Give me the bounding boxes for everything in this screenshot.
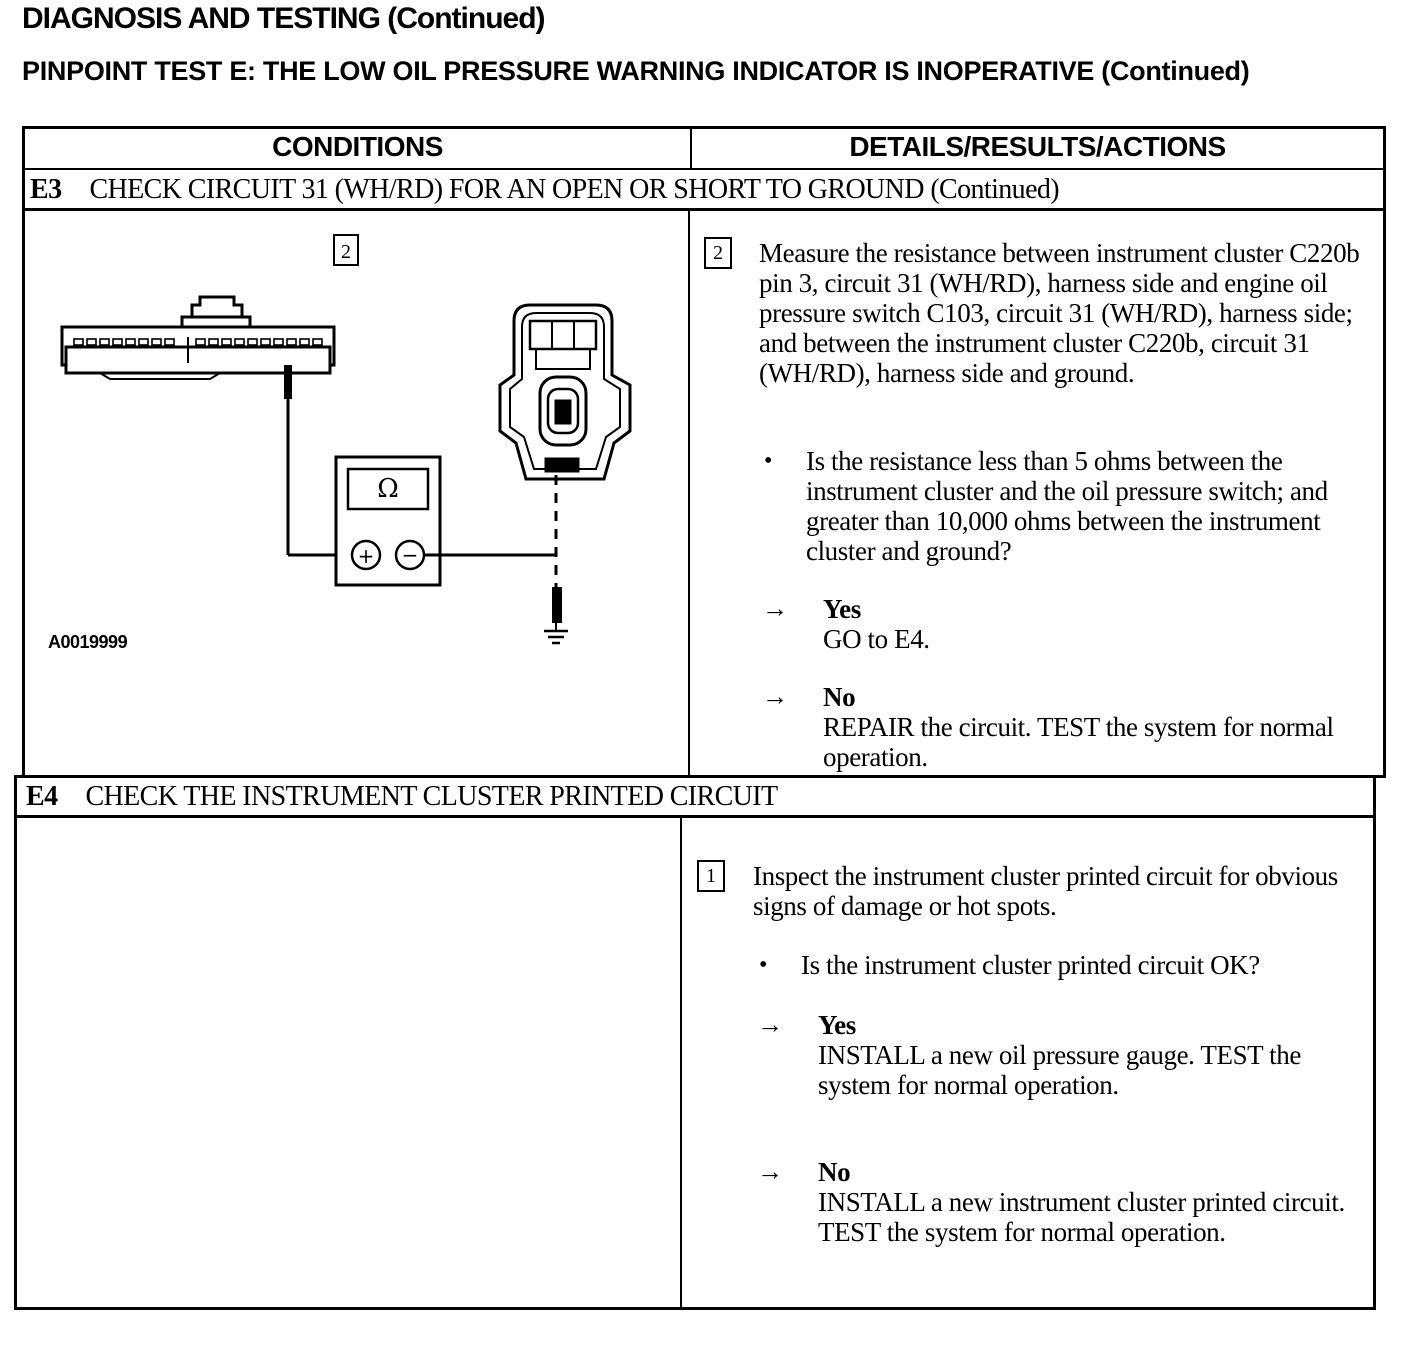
step-e4-header <box>26 781 778 813</box>
e4-no-label: No <box>818 1157 851 1187</box>
e3-yes-arrow: → <box>762 594 788 623</box>
e4-no-result <box>818 1157 1358 1247</box>
ground-symbol <box>544 587 568 643</box>
substep-e3-number: 2 <box>704 237 732 269</box>
instrument-cluster-connector <box>62 297 334 379</box>
e4-bullet: • <box>759 952 768 978</box>
ohmmeter <box>336 457 440 585</box>
e4-question: Is the instrument cluster printed circuit OK? <box>801 950 1260 980</box>
column-header-details: DETAILS/RESULTS/ACTIONS <box>849 131 1226 162</box>
ohm-symbol: Ω <box>377 474 399 504</box>
e3-no-result <box>823 682 1343 772</box>
figure-callout-number: 2 <box>341 241 351 263</box>
e3-no-action: REPAIR the circuit. TEST the system for normal operation. <box>823 712 1334 772</box>
e3-question: Is the resistance less than 5 ohms between the instrument cluster and the oil pressure switch; and greater than 10,000 ohms between the instrument cluster and ground? <box>806 446 1328 566</box>
step-e3-header <box>30 174 1059 206</box>
step-e4-id: E4 <box>26 781 58 812</box>
e4-yes-arrow: → <box>757 1010 783 1039</box>
positive-terminal-label: + <box>357 544 375 568</box>
e4-yes-action: INSTALL a new oil pressure gauge. TEST the system for normal operation. <box>818 1040 1301 1100</box>
step-e3-id: E3 <box>30 174 62 205</box>
pinpoint-test-title: PINPOINT TEST E: THE LOW OIL PRESSURE WARNING INDICATOR IS INOPERATIVE (Continued) <box>22 56 1250 86</box>
step-e4-title: CHECK THE INSTRUMENT CLUSTER PRINTED CIRCUIT <box>85 781 778 812</box>
page-title: DIAGNOSIS AND TESTING (Continued) <box>22 2 545 35</box>
e4-yes-label: Yes <box>818 1010 856 1040</box>
circuit-test-diagram <box>40 225 660 665</box>
column-header-conditions: CONDITIONS <box>272 131 443 162</box>
negative-terminal-label: − <box>401 543 419 567</box>
e4-no-action: INSTALL a new instrument cluster printed circuit. TEST the system for normal operation. <box>818 1187 1345 1247</box>
e3-yes-result <box>823 594 1363 654</box>
e3-no-arrow: → <box>762 682 788 711</box>
e4-instruction: Inspect the instrument cluster printed circuit for obvious signs of damage or hot spots. <box>753 861 1338 921</box>
substep-e4-number: 1 <box>697 860 725 892</box>
e3-bullet: • <box>764 448 773 474</box>
e3-instruction: Measure the resistance between instrument cluster C220b pin 3, circuit 31 (WH/RD), harness side and engine oil pressure switch C103, circuit 31 (WH/RD), harness side; and between the instrument cluster C220b, circuit 31 (WH/RD), harness side and ground. <box>759 238 1360 388</box>
oil-pressure-switch-connector <box>500 305 630 479</box>
e3-no-label: No <box>823 682 856 712</box>
step-e3-title: CHECK CIRCUIT 31 (WH/RD) FOR AN OPEN OR SHORT TO GROUND (Continued) <box>89 174 1060 205</box>
e3-yes-action: GO to E4. <box>823 624 930 654</box>
e4-yes-result <box>818 1010 1358 1100</box>
figure-id: A0019999 <box>48 632 128 652</box>
e3-yes-label: Yes <box>823 594 861 624</box>
e4-no-arrow: → <box>757 1157 783 1186</box>
